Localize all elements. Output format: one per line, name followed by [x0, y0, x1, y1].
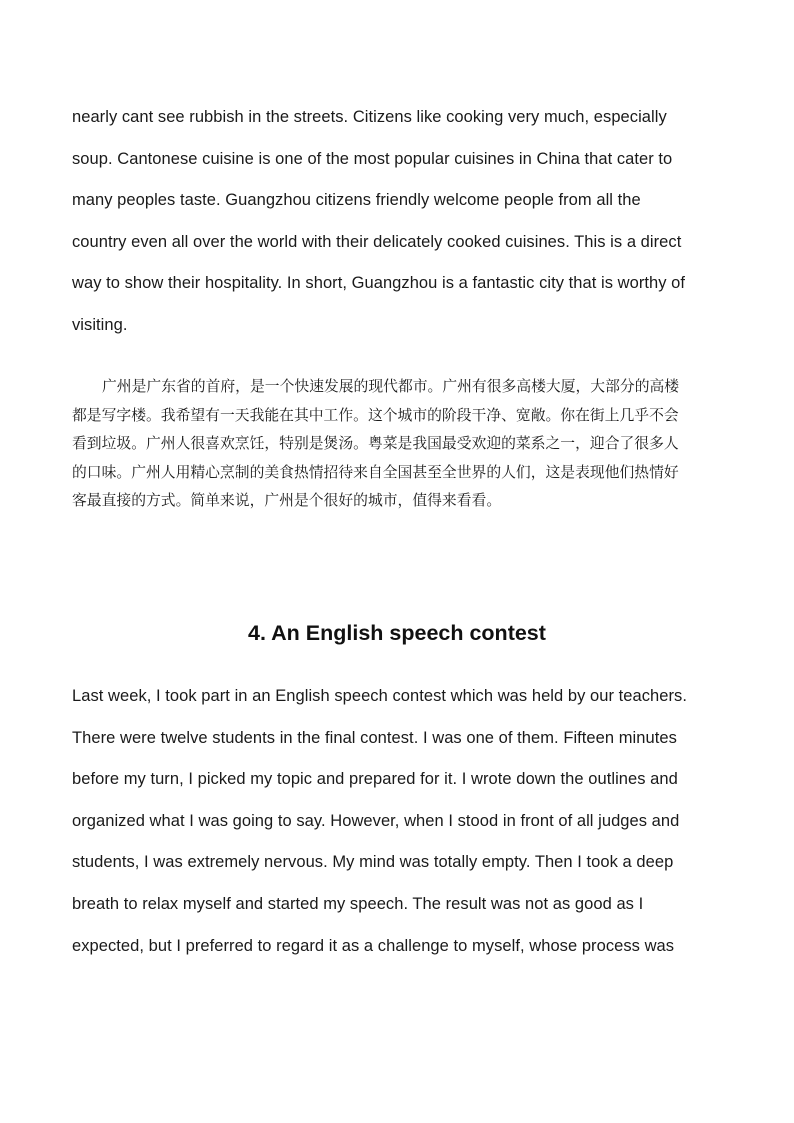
text-line: 广州是广东省的首府，是一个快速发展的现代都市。广州有很多高楼大厦，大部分的高楼: [102, 378, 680, 395]
paragraph-guangzhou-english: [72, 97, 722, 347]
text-line: before my turn, I picked my topic and prepared for it. I wrote down the outlines and: [72, 770, 678, 789]
text-line: 的口味。广州人用精心烹制的美食热情招待来自全国甚至全世界的人们，这是表现他们热情好: [72, 463, 679, 481]
text-line: There were twelve students in the final contest. I was one of them. Fifteen minutes: [72, 728, 677, 747]
paragraph-guangzhou-chinese: [72, 373, 724, 516]
text-line: 都是写字楼。我希望有一天我能在其中工作。这个城市的阶段干净、宽敞。你在街上几乎不会: [72, 406, 679, 424]
section-heading: 4. An English speech contest: [248, 621, 546, 645]
text-line: many peoples taste. Guangzhou citizens friendly welcome people from all the: [72, 191, 641, 210]
text-line: 看到垃圾。广州人很喜欢烹饪，特别是煲汤。粤菜是我国最受欢迎的菜系之一，迎合了很多人: [72, 435, 679, 452]
text-line: 客最直接的方式。简单来说，广州是个很好的城市，值得来看看。: [72, 492, 502, 509]
text-line: soup. Cantonese cuisine is one of the most popular cuisines in China that cater to: [72, 149, 673, 168]
text-line: country even all over the world with their delicately cooked cuisines. This is a direct: [72, 232, 682, 251]
text-line: breath to relax myself and started my speech. The result was not as good as I: [72, 894, 644, 913]
text-line: organized what I was going to say. However, when I stood in front of all judges and: [72, 811, 680, 830]
text-line: nearly cant see rubbish in the streets. Citizens like cooking very much, especially: [72, 108, 667, 126]
text-line: students, I was extremely nervous. My mind was totally empty. Then I took a deep: [72, 853, 674, 872]
text-line: Last week, I took part in an English speech contest which was held by our teachers.: [72, 687, 687, 705]
text-line: expected, but I preferred to regard it as a challenge to myself, whose process was: [72, 936, 675, 955]
text-line: visiting.: [72, 315, 128, 334]
paragraph-speech-contest: [72, 676, 722, 967]
text-line: way to show their hospitality. In short, Guangzhou is a fantastic city that is worthy of: [72, 274, 686, 293]
